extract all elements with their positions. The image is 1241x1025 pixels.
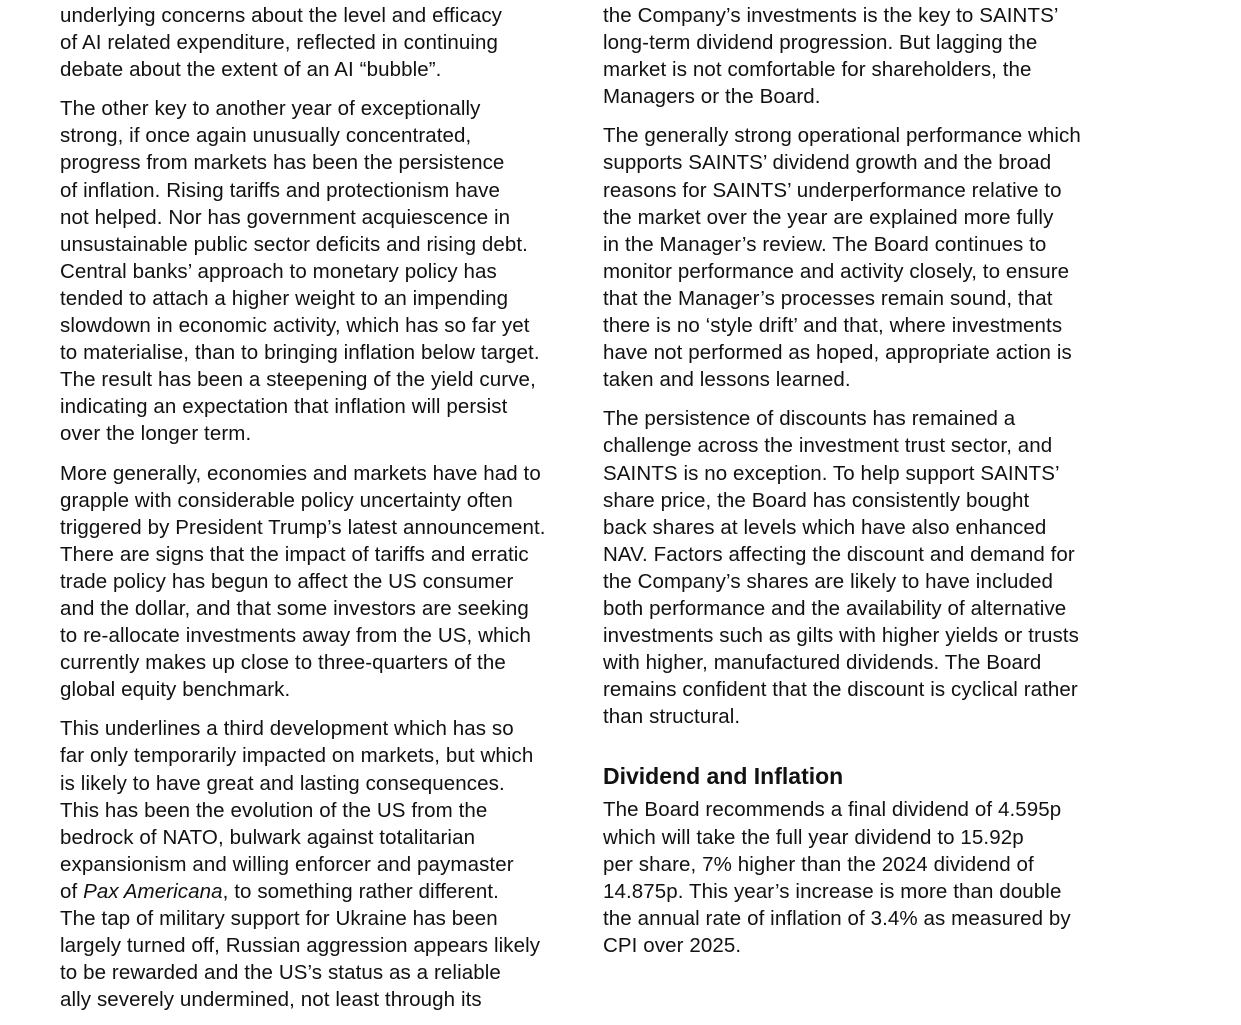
text-line: largely turned off, Russian aggression appears likely: [60, 934, 541, 958]
text-line: challenge across the investment trust sector, and: [603, 434, 1053, 458]
text-line: the Company’s shares are likely to have included: [603, 569, 1053, 593]
text-line: and the dollar, and that some investors are seeking: [60, 596, 529, 620]
text-line: remains confident that the discount is cyclical rather: [603, 678, 1078, 702]
text-line: Managers or the Board.: [603, 85, 821, 109]
text-line: [60, 878, 580, 905]
paragraph: [60, 460, 580, 704]
text-line: not helped. Nor has government acquiescence in: [60, 205, 511, 229]
text-line: per share, 7% higher than the 2024 dividend of: [603, 852, 1034, 876]
text-line: is likely to have great and lasting consequences.: [60, 771, 505, 795]
text-line: indicating an expectation that inflation will persist: [60, 395, 508, 419]
text-line: long-term dividend progression. But lagging the: [603, 31, 1038, 55]
text-line: The result has been a steepening of the yield curve,: [60, 368, 536, 392]
text-line: This has been the evolution of the US from the: [60, 798, 488, 822]
text-line: far only temporarily impacted on markets, but which: [60, 744, 534, 768]
text-line: strong, if once again unusually concentrated,: [60, 124, 472, 148]
text-line: there is no ‘style drift’ and that, where investments: [603, 314, 1063, 338]
text-line: ally severely undermined, not least through its: [60, 988, 482, 1012]
text-line: There are signs that the impact of tariffs and erratic: [60, 542, 529, 566]
text-line: that the Manager’s processes remain sound, that: [603, 286, 1053, 310]
text-line: the Company’s investments is the key to SAINTS’: [603, 4, 1059, 27]
section-heading: Dividend and Inflation: [603, 763, 844, 790]
text-line: triggered by President Trump’s latest announcement.: [60, 515, 546, 539]
text-line: both performance and the availability of alternative: [603, 596, 1067, 620]
left-column: [60, 2, 580, 1025]
text-line: The generally strong operational performance which: [603, 124, 1081, 148]
text-line: over the longer term.: [60, 422, 252, 446]
text-line: supports SAINTS’ dividend growth and the broad: [603, 151, 1052, 175]
text-line: of AI related expenditure, reflected in continuing: [60, 31, 499, 55]
text-line: The tap of military support for Ukraine has been: [60, 907, 498, 930]
text-line: monitor performance and activity closely, to ensure: [603, 259, 1070, 283]
paragraph: [603, 405, 1119, 730]
text-line: taken and lessons learned.: [603, 368, 851, 392]
text-line: slowdown in economic activity, which has so far yet: [60, 314, 530, 338]
paragraph: [60, 2, 580, 83]
text-line: market is not comfortable for shareholders, the: [603, 58, 1032, 82]
paragraph: [60, 95, 580, 447]
text-line: back shares at levels which have also enhanced: [603, 515, 1047, 539]
text-line: unsustainable public sector deficits and rising debt.: [60, 232, 528, 256]
text-line: to materialise, than to bringing inflation below target.: [60, 341, 540, 365]
text-line: bedrock of NATO, bulwark against totalitarian: [60, 825, 476, 849]
text-line: grapple with considerable policy uncertainty often: [60, 488, 513, 512]
text-line: underlying concerns about the level and efficacy: [60, 4, 503, 27]
text-line: to be rewarded and the US’s status as a reliable: [60, 961, 501, 985]
paragraph: [603, 2, 1119, 110]
text-line: to re-allocate investments away from the US, which: [60, 624, 531, 648]
text-line: Central banks’ approach to monetary policy has: [60, 259, 497, 283]
text-line: currently makes up close to three-quarters of the: [60, 651, 506, 675]
text-line: the annual rate of inflation of 3.4% as measured by: [603, 906, 1071, 930]
paragraph: [603, 122, 1119, 393]
text-line: debate about the extent of an AI “bubble”.: [60, 58, 442, 82]
text-fragment: , to something rather different.: [222, 879, 499, 903]
text-line: More generally, economies and markets have had to: [60, 461, 541, 485]
right-column: [603, 2, 1119, 971]
text-line: reasons for SAINTS’ underperformance relative to: [603, 178, 1062, 202]
text-line: investments such as gilts with higher yields or trusts: [603, 624, 1079, 648]
text-line: CPI over 2025.: [603, 933, 742, 957]
text-line: trade policy has begun to affect the US consumer: [60, 569, 514, 593]
text-line: The other key to another year of exceptionally: [60, 97, 481, 121]
text-line: global equity benchmark.: [60, 678, 291, 702]
paragraph: [603, 796, 1119, 959]
text-line: the market over the year are explained more fully: [603, 205, 1054, 229]
text-line: tended to attach a higher weight to an impending: [60, 286, 509, 310]
text-line: share price, the Board has consistently bought: [603, 488, 1030, 512]
text-line: which will take the full year dividend to 15.92p: [603, 825, 1024, 849]
text-line: have not performed as hoped, appropriate action is: [603, 341, 1072, 365]
text-line: with higher, manufactured dividends. The Board: [603, 651, 1042, 675]
text-line: in the Manager’s review. The Board continues to: [603, 232, 1047, 256]
text-line: progress from markets has been the persistence: [60, 151, 505, 175]
text-line: than structural.: [603, 705, 741, 729]
text-line: The Board recommends a final dividend of 4.595p: [603, 798, 1062, 822]
text-line: NAV. Factors affecting the discount and demand for: [603, 542, 1075, 566]
text-line: expansionism and willing enforcer and paymaster: [60, 852, 514, 876]
text-line: of inflation. Rising tariffs and protectionism have: [60, 178, 501, 202]
text-line: SAINTS is no exception. To help support SAINTS’: [603, 461, 1060, 485]
text-line: 14.875p. This year’s increase is more than double: [603, 879, 1062, 903]
text-fragment: of: [60, 879, 84, 903]
text-line: The persistence of discounts has remained a: [603, 407, 1016, 431]
text-line: This underlines a third development which has so: [60, 717, 514, 741]
paragraph: [60, 715, 580, 1013]
italic-term: Pax Americana: [83, 879, 223, 903]
